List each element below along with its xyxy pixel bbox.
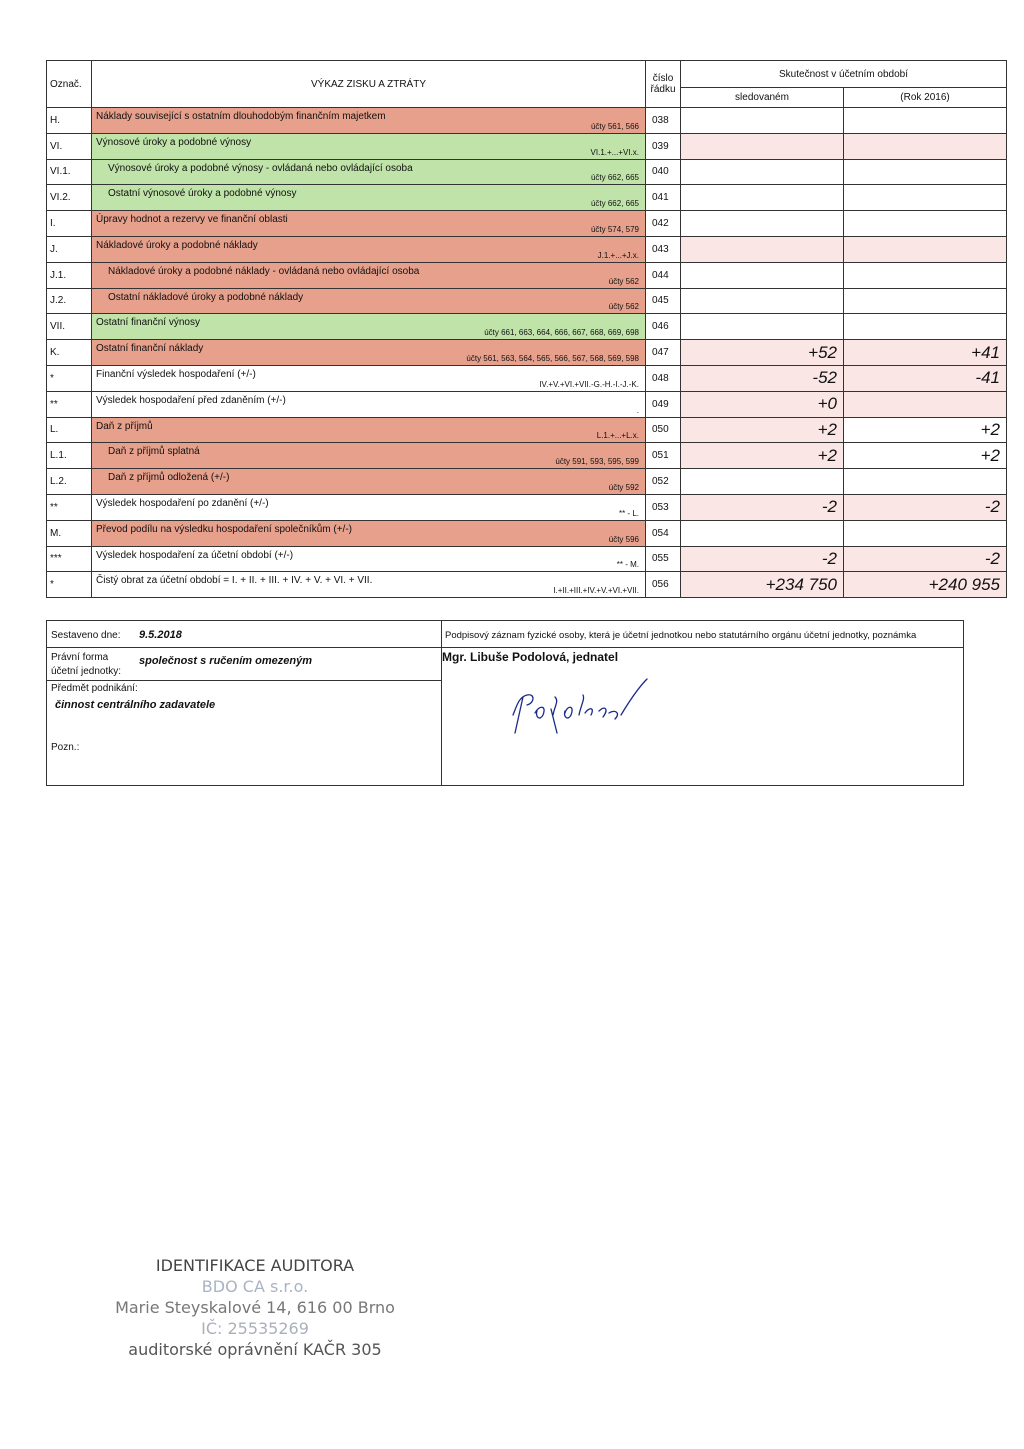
table-row xyxy=(47,417,1007,443)
row-code: I. xyxy=(47,211,92,237)
row-code: L.1. xyxy=(47,443,92,469)
previous-period-value xyxy=(844,391,1007,417)
previous-period-value xyxy=(844,262,1007,288)
row-line-number: 053 xyxy=(646,494,681,520)
current-period-value xyxy=(681,211,844,237)
row-line-number: 047 xyxy=(646,340,681,366)
row-formula: účty 596 xyxy=(608,534,639,544)
row-description-cell xyxy=(92,108,646,134)
current-period-value xyxy=(681,159,844,185)
signature-record-label: Podpisový záznam fyzické osoby, která je účetní jednotkou nebo statutárního orgánu účetní jednotky, poznámka xyxy=(445,630,917,641)
sestaveno-label: Sestaveno dne: xyxy=(51,630,121,641)
sestaveno-value: 9.5.2018 xyxy=(139,629,182,641)
legal-form-value: společnost s ručením omezeným xyxy=(139,655,312,667)
current-period-value xyxy=(681,262,844,288)
row-description-cell xyxy=(92,133,646,159)
report-title: VÝKAZ ZISKU A ZTRÁTY xyxy=(92,61,646,108)
row-description: Úpravy hodnot a rezervy ve finanční oblasti xyxy=(96,214,288,226)
current-period-value: +0 xyxy=(681,391,844,417)
previous-period-value xyxy=(844,133,1007,159)
row-description: Daň z příjmů odložená (+/-) xyxy=(108,472,230,484)
table-row xyxy=(47,159,1007,185)
row-description-cell xyxy=(92,288,646,314)
table-row xyxy=(47,469,1007,495)
row-code: *** xyxy=(47,546,92,572)
current-period-value xyxy=(681,469,844,495)
previous-period-value xyxy=(844,236,1007,262)
row-description: Výnosové úroky a podobné výnosy xyxy=(96,136,252,148)
table-row xyxy=(47,494,1007,520)
previous-period-value xyxy=(844,211,1007,237)
row-line-number: 056 xyxy=(646,572,681,598)
row-description: Výnosové úroky a podobné výnosy - ovládaná nebo ovládající osoba xyxy=(108,162,413,174)
row-code: K. xyxy=(47,340,92,366)
row-formula: . xyxy=(636,405,639,415)
row-line-number: 046 xyxy=(646,314,681,340)
current-period-value xyxy=(681,108,844,134)
row-description: Daň z příjmů splatná xyxy=(108,446,200,458)
table-row xyxy=(47,314,1007,340)
row-code: J.1. xyxy=(47,262,92,288)
row-line-number: 038 xyxy=(646,108,681,134)
row-description: Čistý obrat za účetní období = I. + II. + III. + IV. + V. + VI. + VII. xyxy=(96,575,373,587)
row-description: Ostatní finanční náklady xyxy=(96,343,204,355)
row-line-number: 045 xyxy=(646,288,681,314)
previous-period-value: +2 xyxy=(844,443,1007,469)
row-code: VI.2. xyxy=(47,185,92,211)
row-description: Výsledek hospodaření po zdanění (+/-) xyxy=(96,497,269,509)
row-formula: účty 662, 665 xyxy=(590,173,639,183)
table-row xyxy=(47,546,1007,572)
row-formula: účty 562 xyxy=(608,276,639,286)
row-code: * xyxy=(47,572,92,598)
row-code: VI.1. xyxy=(47,159,92,185)
row-description-cell xyxy=(92,417,646,443)
row-formula: účty 561, 566 xyxy=(590,121,639,131)
row-description-cell xyxy=(92,443,646,469)
table-row xyxy=(47,133,1007,159)
row-code: L. xyxy=(47,417,92,443)
row-description: Finanční výsledek hospodaření (+/-) xyxy=(96,368,256,380)
previous-period-header: (Rok 2016) xyxy=(844,88,1007,108)
stamp-company: BDO CA s.r.o. xyxy=(201,1277,309,1296)
previous-period-value: -2 xyxy=(844,494,1007,520)
row-description: Nákladové úroky a podobné náklady xyxy=(96,239,258,251)
previous-period-value xyxy=(844,314,1007,340)
row-line-number: 050 xyxy=(646,417,681,443)
row-description: Ostatní finanční výnosy xyxy=(96,317,200,329)
table-row xyxy=(47,391,1007,417)
previous-period-value xyxy=(844,288,1007,314)
row-code: J. xyxy=(47,236,92,262)
row-formula: účty 591, 593, 595, 599 xyxy=(555,457,639,467)
row-line-number: 049 xyxy=(646,391,681,417)
row-description-cell xyxy=(92,340,646,366)
row-code: H. xyxy=(47,108,92,134)
row-line-number: 043 xyxy=(646,236,681,262)
current-period-value xyxy=(681,236,844,262)
row-description-cell xyxy=(92,236,646,262)
row-description-cell xyxy=(92,520,646,546)
row-formula: VI.1.+...+VI.x. xyxy=(590,147,639,157)
legal-form-label-2: účetní jednotky: xyxy=(51,666,122,677)
row-formula: účty 662, 665 xyxy=(590,199,639,209)
previous-period-value: -2 xyxy=(844,546,1007,572)
row-description-cell xyxy=(92,365,646,391)
row-description: Výsledek hospodaření před zdaněním (+/-) xyxy=(96,394,286,406)
row-line-number: 048 xyxy=(646,365,681,391)
legal-form-label-1: Právní forma xyxy=(51,652,109,663)
stamp-license: auditorské oprávnění KAČR 305 xyxy=(128,1340,382,1359)
current-period-value: +2 xyxy=(681,417,844,443)
row-description: Náklady související s ostatním dlouhodobým finančním majetkem xyxy=(96,111,386,122)
previous-period-value xyxy=(844,469,1007,495)
row-formula: účty 561, 563, 564, 565, 566, 567, 568, 569, 598 xyxy=(466,353,639,363)
table-row xyxy=(47,288,1007,314)
row-formula: účty 562 xyxy=(608,302,639,312)
row-line-number: 052 xyxy=(646,469,681,495)
row-description-cell xyxy=(92,572,646,598)
row-description-cell xyxy=(92,469,646,495)
stamp-address: Marie Steyskalové 14, 616 00 Brno xyxy=(115,1298,395,1317)
row-code: ** xyxy=(47,391,92,417)
current-period-value: +2 xyxy=(681,443,844,469)
row-formula: IV.+V.+VI.+VII.-G.-H.-I.-J.-K. xyxy=(539,379,639,389)
row-description-cell xyxy=(92,494,646,520)
row-line-number: 040 xyxy=(646,159,681,185)
table-row xyxy=(47,443,1007,469)
table-row xyxy=(47,572,1007,598)
current-period-value: +52 xyxy=(681,340,844,366)
table-row xyxy=(47,211,1007,237)
row-line-number: 044 xyxy=(646,262,681,288)
business-subject-label: Předmět podnikání: xyxy=(51,683,138,694)
row-formula: ** - L. xyxy=(618,508,639,518)
previous-period-value: -41 xyxy=(844,365,1007,391)
row-formula: L.1.+...+L.x. xyxy=(596,431,639,441)
current-period-value xyxy=(681,185,844,211)
row-line-number: 042 xyxy=(646,211,681,237)
row-description-cell xyxy=(92,546,646,572)
current-period-value xyxy=(681,133,844,159)
oznac-header: Označ. xyxy=(47,61,92,108)
row-description-cell xyxy=(92,159,646,185)
previous-period-value: +240 955 xyxy=(844,572,1007,598)
current-period-value xyxy=(681,288,844,314)
row-description-cell xyxy=(92,391,646,417)
row-description-cell xyxy=(92,314,646,340)
row-code: J.2. xyxy=(47,288,92,314)
row-formula: J.1.+...+J.x. xyxy=(597,250,639,260)
row-formula: ** - M. xyxy=(616,560,639,570)
current-period-value xyxy=(681,520,844,546)
previous-period-value xyxy=(844,108,1007,134)
previous-period-value xyxy=(844,159,1007,185)
profit-loss-table xyxy=(46,60,1007,598)
current-period-value: -52 xyxy=(681,365,844,391)
table-row xyxy=(47,236,1007,262)
previous-period-value: +2 xyxy=(844,417,1007,443)
stamp-ico: IČ: 25535269 xyxy=(201,1319,309,1338)
table-row xyxy=(47,262,1007,288)
period-header: Skutečnost v účetním období xyxy=(681,61,1007,88)
note-label: Pozn.: xyxy=(51,742,80,753)
table-row xyxy=(47,520,1007,546)
row-description: Výsledek hospodaření za účetní období (+/-) xyxy=(96,549,294,561)
current-period-header: sledovaném xyxy=(681,88,844,108)
row-description-cell xyxy=(92,211,646,237)
row-code: M. xyxy=(47,520,92,546)
row-code: ** xyxy=(47,494,92,520)
row-line-number: 054 xyxy=(646,520,681,546)
row-formula: účty 592 xyxy=(608,482,639,492)
row-formula: účty 574, 579 xyxy=(590,224,639,234)
row-line-number: 041 xyxy=(646,185,681,211)
row-line-number: 051 xyxy=(646,443,681,469)
row-description: Ostatní výnosové úroky a podobné výnosy xyxy=(108,188,297,200)
stamp-title: IDENTIFIKACE AUDITORA xyxy=(155,1256,355,1275)
row-description-cell xyxy=(92,262,646,288)
row-description: Převod podílu na výsledku hospodaření společníkům (+/-) xyxy=(96,523,352,535)
row-code: VI. xyxy=(47,133,92,159)
row-line-number: 055 xyxy=(646,546,681,572)
row-line-number: 039 xyxy=(646,133,681,159)
table-row xyxy=(47,365,1007,391)
row-formula: I.+II.+III.+IV.+V.+VI.+VII. xyxy=(553,586,639,596)
row-description: Daň z příjmů xyxy=(96,420,153,432)
handwritten-signature xyxy=(505,675,655,740)
row-formula: účty 661, 663, 664, 666, 667, 668, 669, 698 xyxy=(484,328,639,338)
table-row xyxy=(47,185,1007,211)
row-code: * xyxy=(47,365,92,391)
current-period-value: -2 xyxy=(681,494,844,520)
previous-period-value: +41 xyxy=(844,340,1007,366)
previous-period-value xyxy=(844,520,1007,546)
table-row xyxy=(47,340,1007,366)
signatory-name: Mgr. Libuše Podolová, jednatel xyxy=(442,650,619,664)
row-description: Nákladové úroky a podobné náklady - ovládaná nebo ovládající osoba xyxy=(108,265,420,277)
business-subject-value: činnost centrálního zadavatele xyxy=(55,699,216,711)
current-period-value xyxy=(681,314,844,340)
line-number-header: číslo řádku xyxy=(646,61,681,108)
table-row xyxy=(47,108,1007,134)
current-period-value: +234 750 xyxy=(681,572,844,598)
current-period-value: -2 xyxy=(681,546,844,572)
row-description: Ostatní nákladové úroky a podobné náklady xyxy=(108,291,304,303)
row-code: L.2. xyxy=(47,469,92,495)
row-description-cell xyxy=(92,185,646,211)
row-code: VII. xyxy=(47,314,92,340)
auditor-stamp xyxy=(110,1255,400,1360)
previous-period-value xyxy=(844,185,1007,211)
